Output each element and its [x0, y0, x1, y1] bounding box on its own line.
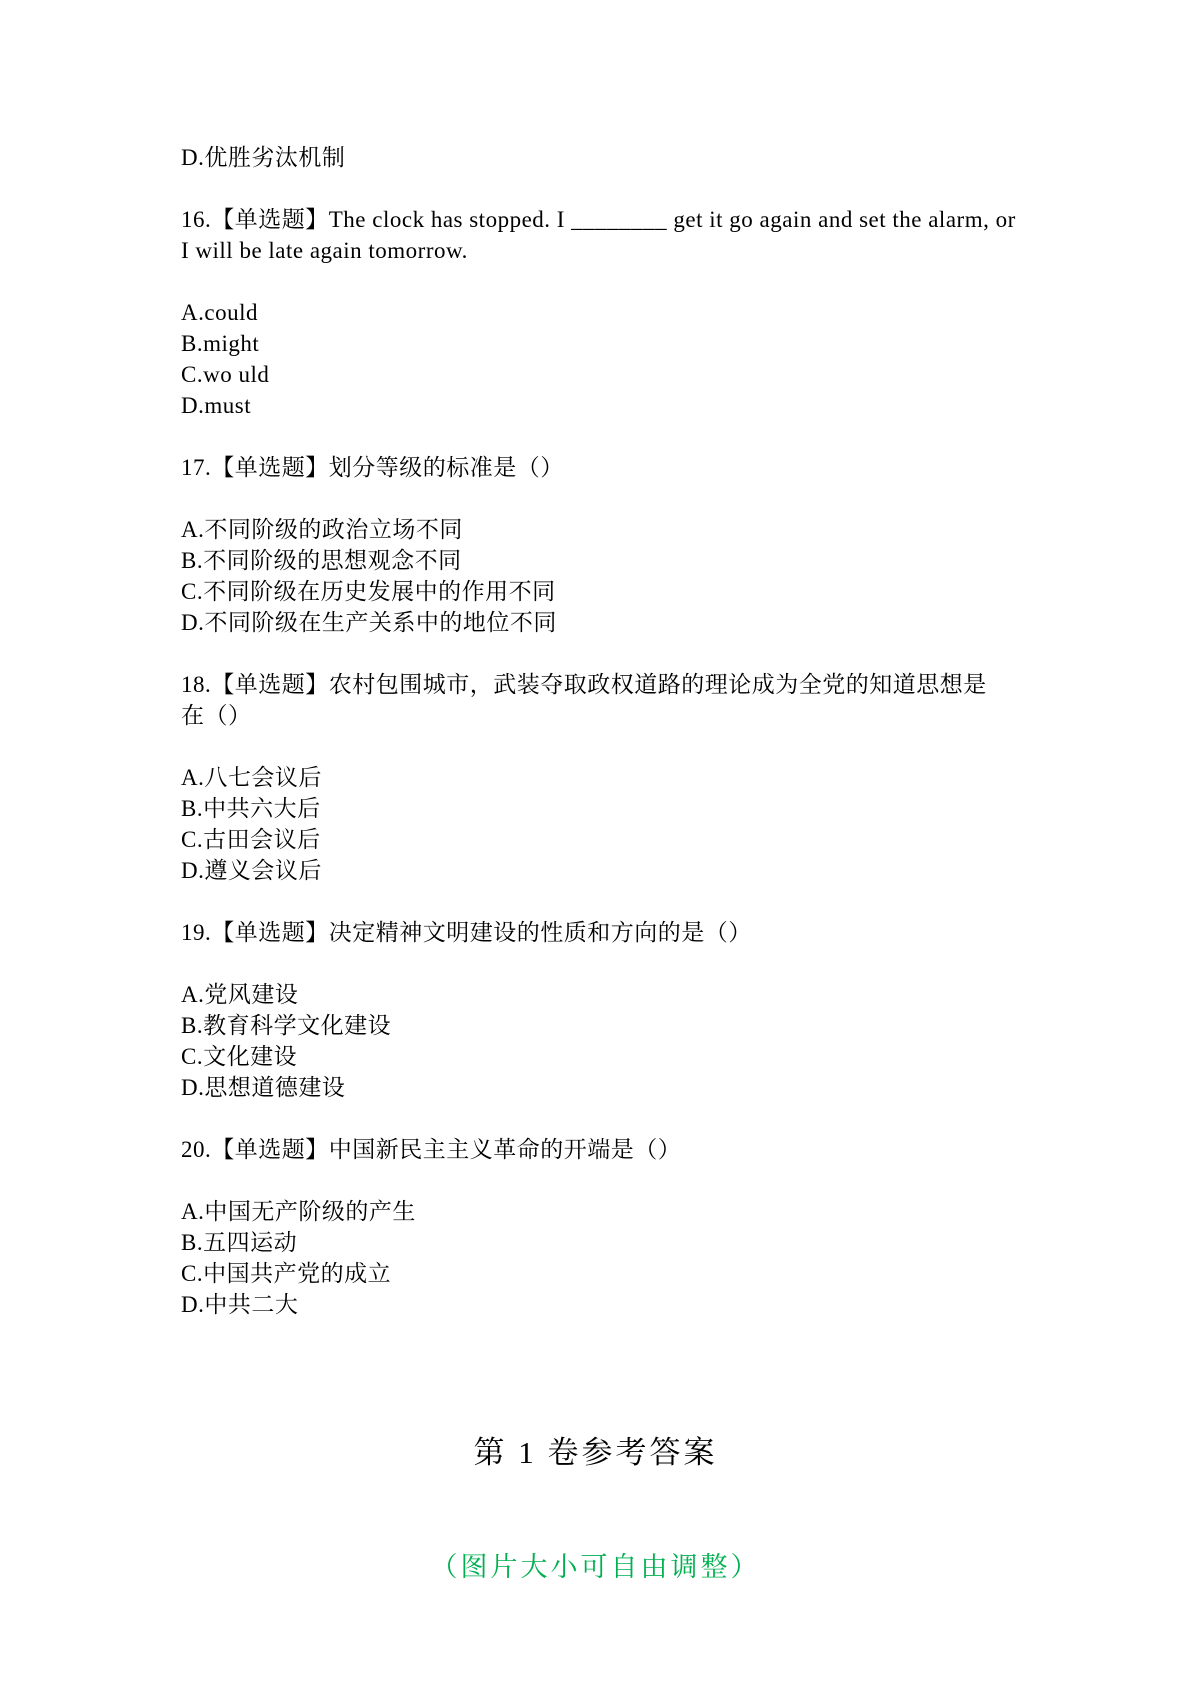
q16-stem-line-1: 16.【单选题】The clock has stopped. I ________ get it go again and set the alarm, or — [181, 207, 1016, 232]
q18-option-c: C.古田会议后 — [181, 827, 321, 852]
q16-option-d: D.must — [181, 393, 252, 418]
image-resize-note: （图片大小可自由调整） — [430, 1552, 761, 1582]
q17-option-b: B.不同阶级的思想观念不同 — [181, 548, 462, 573]
q20-stem: 20.【单选题】中国新民主主义革命的开端是（） — [181, 1137, 682, 1162]
q20-option-c: C.中国共产党的成立 — [181, 1261, 392, 1286]
q17-option-c: C.不同阶级在历史发展中的作用不同 — [181, 579, 556, 604]
q18-stem-line-1: 18.【单选题】农村包围城市，武装夺取政权道路的理论成为全党的知道思想是 — [181, 672, 987, 697]
q20-option-a: A.中国无产阶级的产生 — [181, 1199, 416, 1224]
q18-option-b: B.中共六大后 — [181, 796, 321, 821]
answer-section-heading: 第 1 卷参考答案 — [473, 1435, 718, 1470]
q17-option-d: D.不同阶级在生产关系中的地位不同 — [181, 610, 557, 635]
q18-option-a: A.八七会议后 — [181, 765, 322, 790]
q16-option-b: B.might — [181, 331, 260, 356]
q19-option-a: A.党风建设 — [181, 982, 299, 1007]
q17-option-a: A.不同阶级的政治立场不同 — [181, 517, 463, 542]
q16-option-a: A.could — [181, 300, 258, 325]
q16-stem-line-2: I will be late again tomorrow. — [181, 238, 468, 263]
q19-option-b: B.教育科学文化建设 — [181, 1013, 392, 1038]
q15-option-d: D.优胜劣汰机制 — [181, 145, 346, 170]
q19-stem: 19.【单选题】决定精神文明建设的性质和方向的是（） — [181, 920, 752, 945]
q18-option-d: D.遵义会议后 — [181, 858, 322, 883]
q19-option-c: C.文化建设 — [181, 1044, 298, 1069]
q20-option-b: B.五四运动 — [181, 1230, 298, 1255]
q19-option-d: D.思想道德建设 — [181, 1075, 346, 1100]
q17-stem: 17.【单选题】划分等级的标准是（） — [181, 455, 564, 480]
q20-option-d: D.中共二大 — [181, 1292, 299, 1317]
q18-stem-line-2: 在（） — [181, 703, 252, 728]
q16-option-c: C.wo uld — [181, 362, 270, 387]
